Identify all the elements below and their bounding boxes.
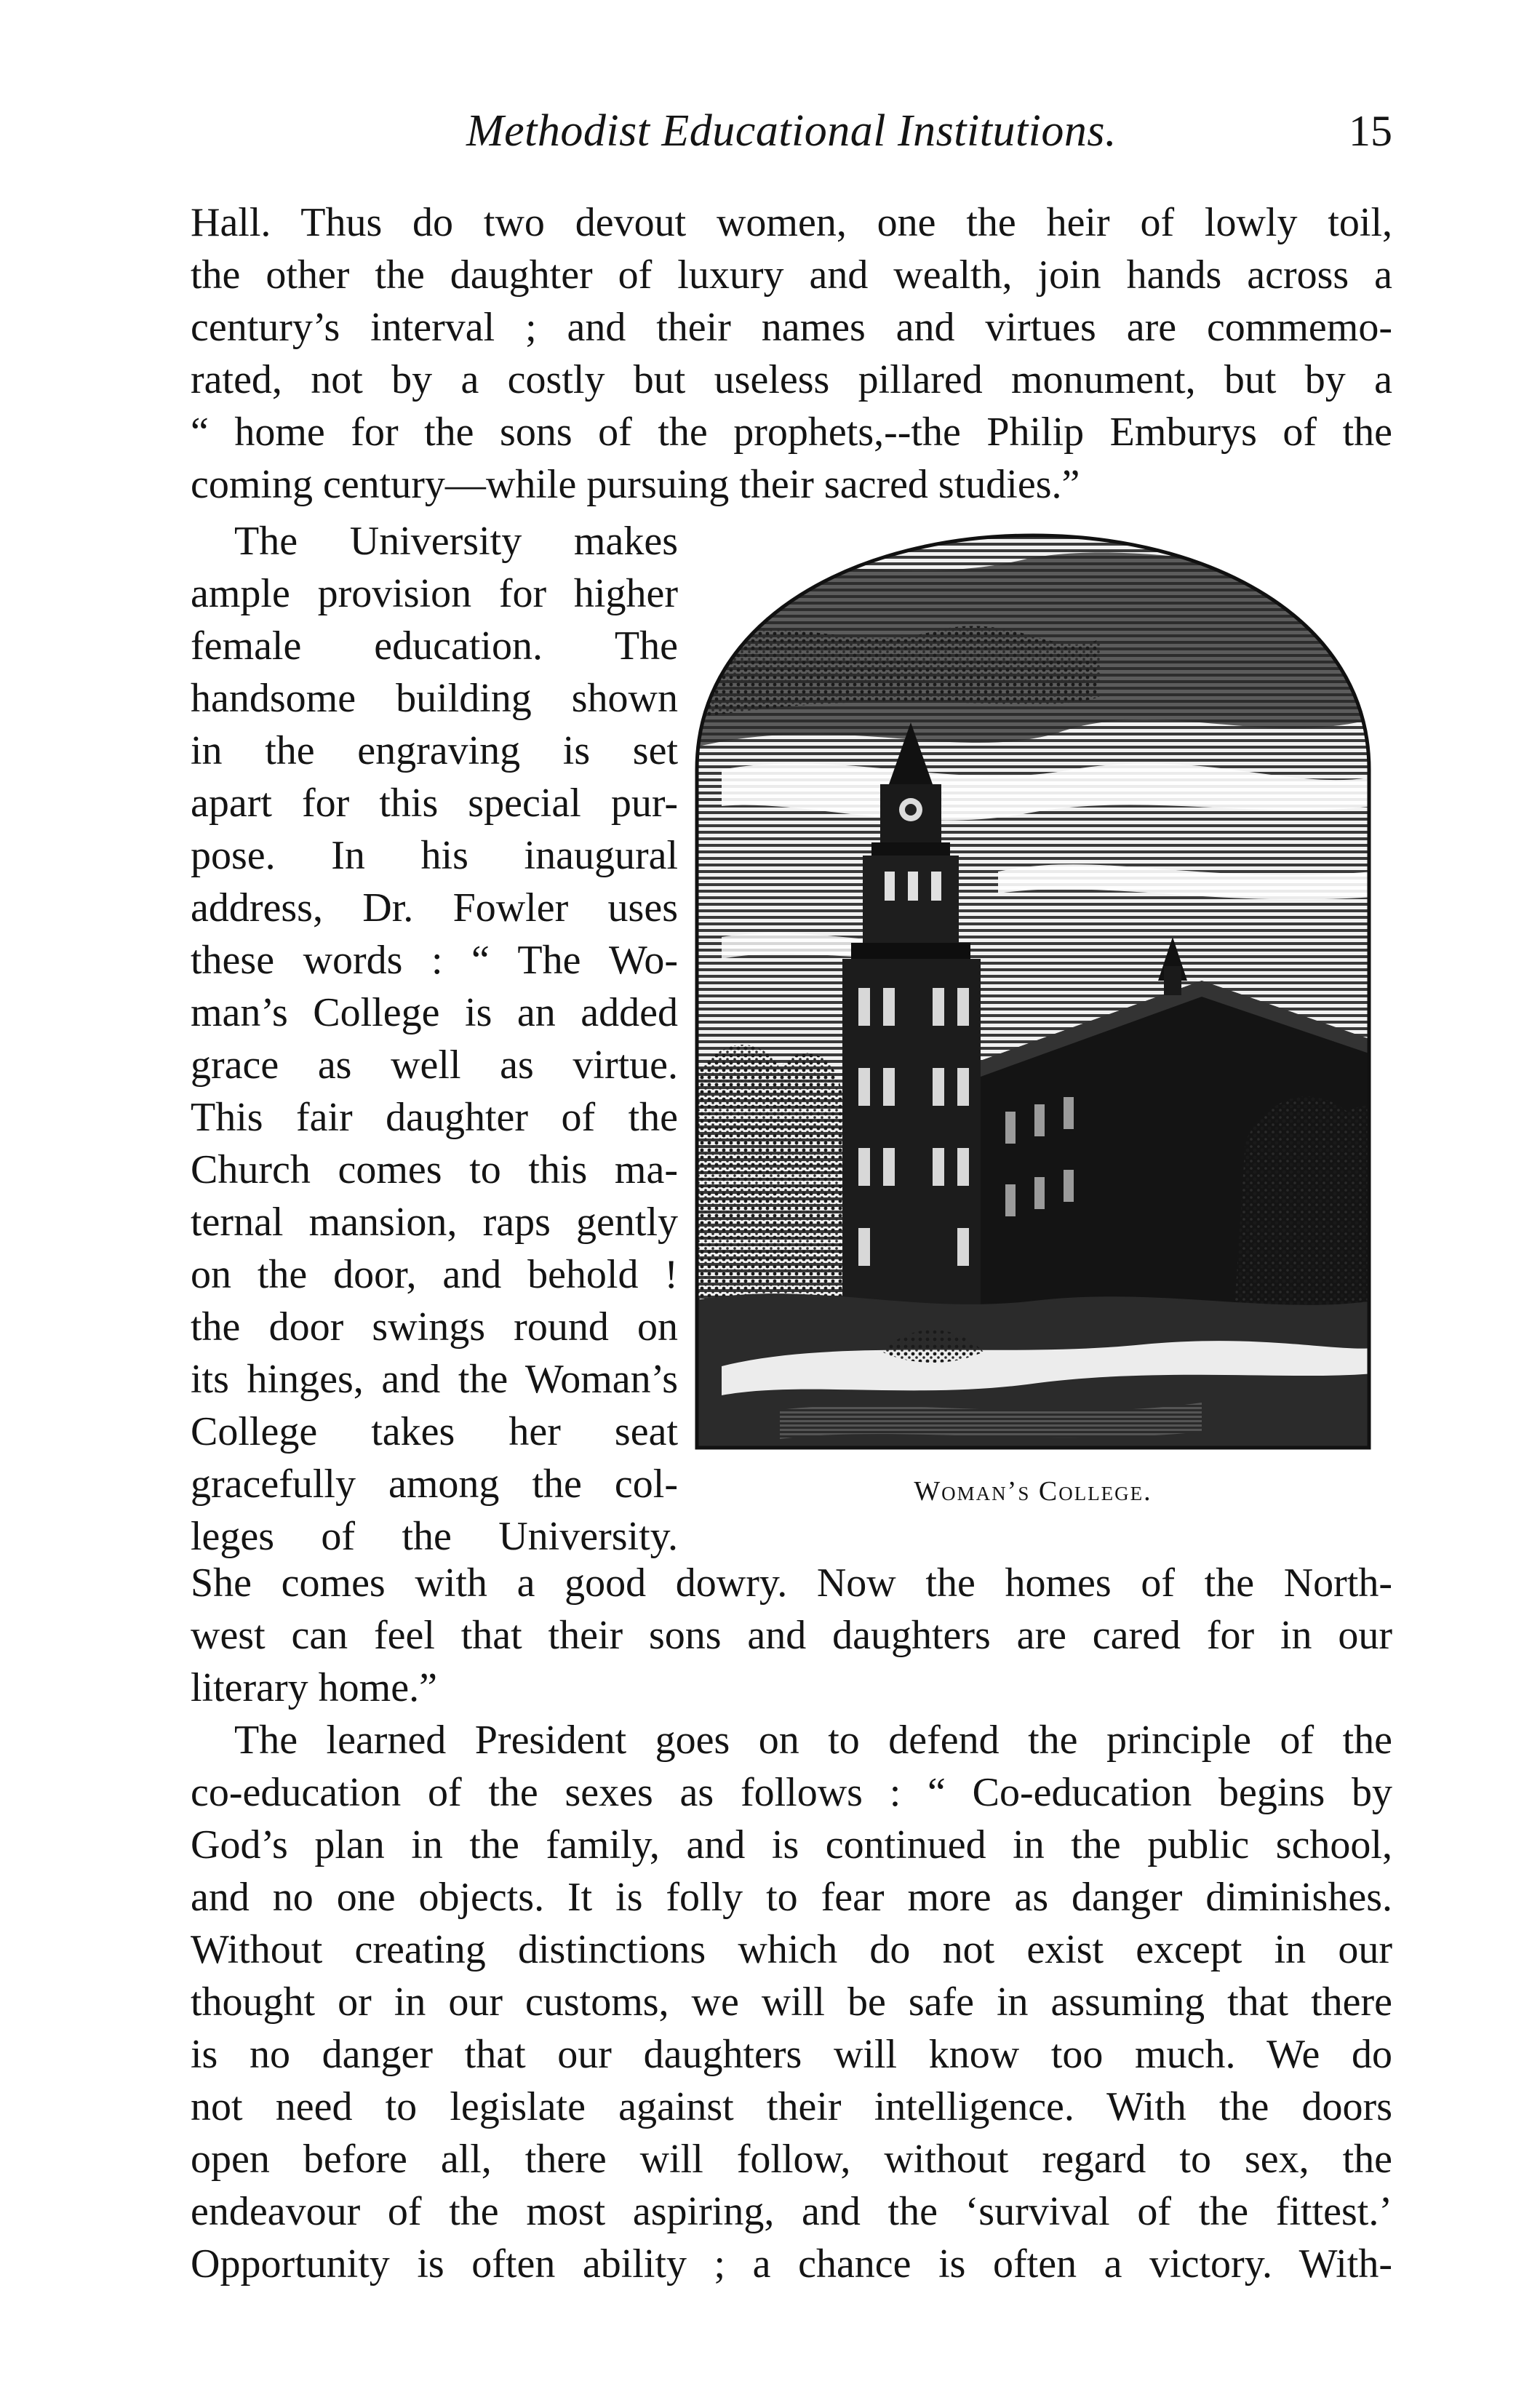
text-line: Without creating distinctions which do not exist except in our xyxy=(191,1927,1392,1972)
text-line: endeavour of the most aspiring, and the ‘survival of the fittest.’ xyxy=(191,2189,1392,2234)
text-line: rated, not by a costly but useless pillared monument, but by a xyxy=(191,357,1392,402)
text-line: female education. The xyxy=(191,623,678,669)
text-line: The learned President goes on to defend the principle of the xyxy=(234,1718,1392,1763)
figure-caption: Woman’s College. xyxy=(914,1476,1152,1507)
text-line: This fair daughter of the xyxy=(191,1095,678,1140)
text-line: thought or in our customs, we will be safe in assuming that there xyxy=(191,1980,1392,2025)
text-line: in the engraving is set xyxy=(191,728,678,773)
text-line: open before all, there will follow, without regard to sex, the xyxy=(191,2137,1392,2182)
text-line: pose. In his inaugural xyxy=(191,833,678,878)
text-line: co-education of the sexes as follows : “ Co-education begins by xyxy=(191,1770,1392,1815)
text-line: ternal mansion, raps gently xyxy=(191,1200,678,1245)
text-line: on the door, and behold ! xyxy=(191,1252,678,1297)
text-line: God’s plan in the family, and is continued in the public school, xyxy=(191,1822,1392,1867)
text-line: handsome building shown xyxy=(191,676,678,721)
text-line: the other the daughter of luxury and wealth, join hands across a xyxy=(191,252,1392,298)
text-line: The University makes xyxy=(234,519,678,564)
page-number: 15 xyxy=(1349,107,1392,155)
text-line: its hinges, and the Woman’s xyxy=(191,1357,678,1402)
text-line: “ home for the sons of the prophets,--the Philip Emburys of the xyxy=(191,410,1392,455)
text-line: College takes her seat xyxy=(191,1409,678,1454)
paragraph-university-continued xyxy=(191,1557,1392,1714)
text-line: ample provision for higher xyxy=(191,571,678,616)
running-title: Methodist Educational Institutions. xyxy=(466,106,1117,156)
woman-college-figure xyxy=(684,524,1382,1542)
text-line: Opportunity is often ability ; a chance is often a victory. With- xyxy=(191,2241,1392,2287)
text-line: leges of the University. xyxy=(191,1514,678,1559)
text-line: apart for this special pur- xyxy=(191,781,678,826)
running-head xyxy=(191,102,1392,160)
text-line: Church comes to this ma- xyxy=(191,1147,678,1192)
text-line: the door swings round on xyxy=(191,1304,678,1349)
text-line: century’s interval ; and their names and virtues are commemo- xyxy=(191,305,1392,350)
paragraph-coeducation xyxy=(191,1714,1392,2290)
text-line: gracefully among the col- xyxy=(191,1462,678,1507)
text-line: coming century—while pursuing their sacred studies.” xyxy=(191,462,1080,507)
text-line: and no one objects. It is folly to fear more as danger diminishes. xyxy=(191,1875,1392,1920)
text-line: She comes with a good dowry. Now the homes of the North- xyxy=(191,1560,1392,1606)
text-line: Hall. Thus do two devout women, one the heir of lowly toil, xyxy=(191,200,1392,245)
text-line: these words : “ The Wo- xyxy=(191,938,678,983)
text-line: is no danger that our daughters will know too much. We do xyxy=(191,2032,1392,2077)
text-line: not need to legislate against their intelligence. With the doors xyxy=(191,2084,1392,2129)
text-line: west can feel that their sons and daughters are cared for in our xyxy=(191,1613,1392,1658)
text-line: address, Dr. Fowler uses xyxy=(191,885,678,930)
woman-college-engraving xyxy=(693,530,1373,1452)
text-line: grace as well as virtue. xyxy=(191,1042,678,1088)
text-line: man’s College is an added xyxy=(191,990,678,1035)
paragraph-top xyxy=(191,196,1392,511)
paragraph-university xyxy=(191,515,678,1563)
text-line: literary home.” xyxy=(191,1665,437,1710)
